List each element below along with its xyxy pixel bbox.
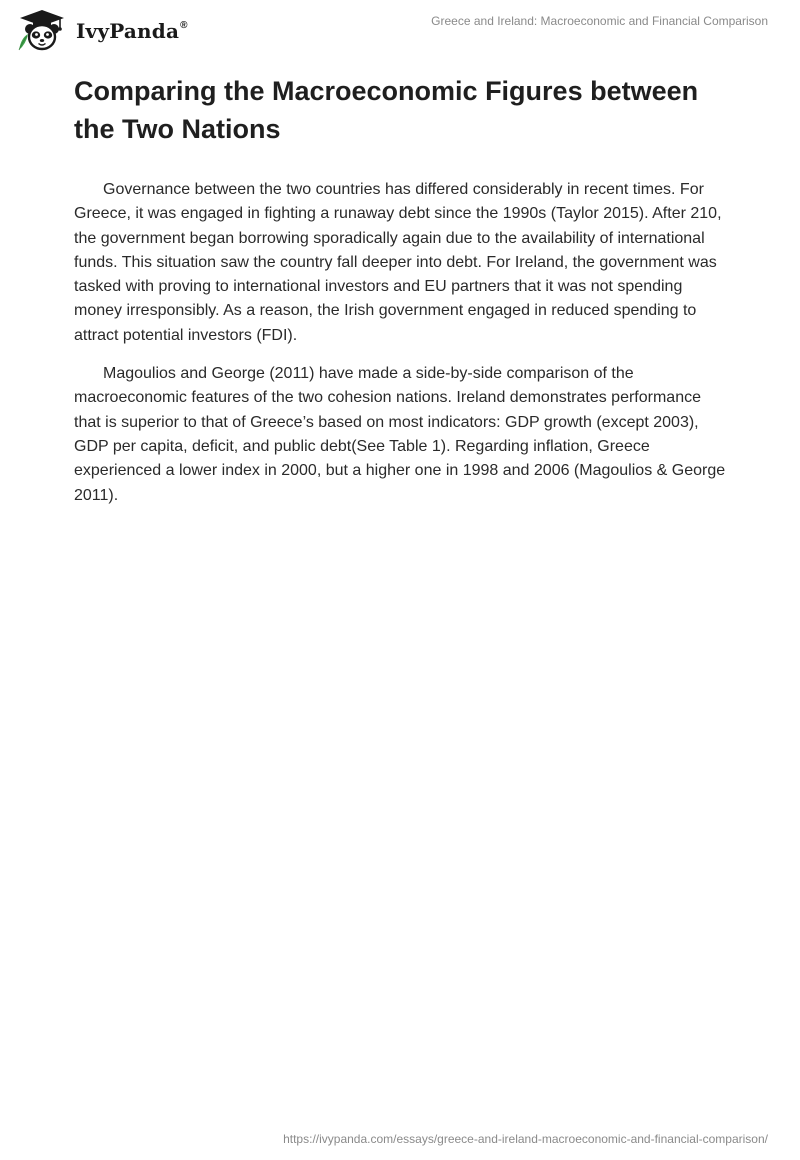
- document-header-title: Greece and Ireland: Macroeconomic and Financial Comparison: [431, 14, 768, 28]
- body-paragraph: Magoulios and George (2011) have made a side-by-side comparison of the macroeconomic features of the two cohesion nations. Ireland demonstrates performance that is superior to that of Greece’s based on most indicators: GDP growth (except 2003), GDP per capita, deficit, and public debt(See Table 1). Regarding inflation, Greece experienced a lower index in 2000, but a higher one in 1998 and 2006 (Magoulios & George 2011).: [74, 365, 726, 504]
- brand-logo[interactable]: [16, 8, 188, 52]
- article-content: [74, 72, 726, 522]
- article-body: [74, 178, 726, 508]
- registered-mark: ®: [180, 20, 188, 32]
- footer-source-url[interactable]: https://ivypanda.com/essays/greece-and-ireland-macroeconomic-and-financial-comparison/: [283, 1132, 768, 1146]
- panda-graduate-icon: [16, 8, 68, 52]
- body-paragraph: Governance between the two countries has differed considerably in recent times. For Greece, it was engaged in fighting a runaway debt since the 1990s (Taylor 2015). After 210, the government began borrowing sporadically again due to the availability of international funds. This situation saw the country fall deeper into debt. For Ireland, the government was tasked with proving to international investors and EU partners that it was not spending money irresponsibly. As a reason, the Irish government engaged in reduced spending to attract potential investors (FDI).: [74, 181, 722, 344]
- brand-name: IvyPanda®: [76, 19, 188, 43]
- page-header: [0, 0, 800, 60]
- page-title: Comparing the Macroeconomic Figures between the Two Nations: [74, 76, 699, 144]
